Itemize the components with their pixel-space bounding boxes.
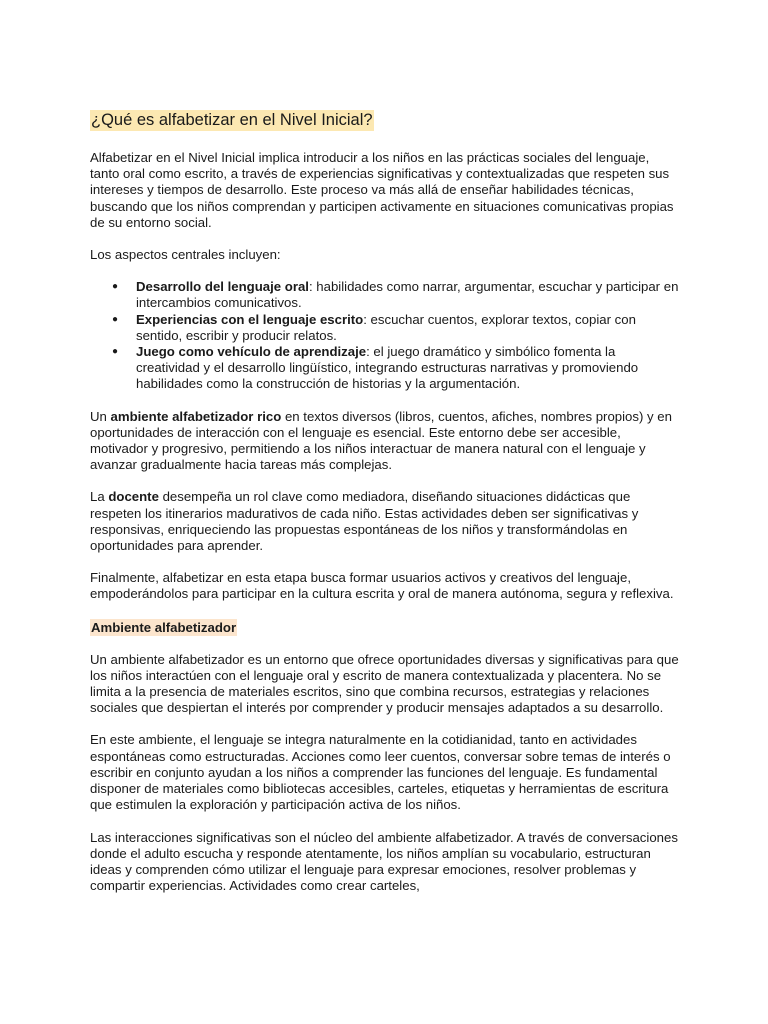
ambiente-paragraph: Un ambiente alfabetizador rico en textos diversos (libros, cuentos, afiches, nombres propios) y en oportunidades de interacción con el lenguaje es esencial. Este entorno debe ser accesible, motivador y progresivo, permitiendo a los niños interactuar de manera natural con el lenguaje y avanzar gradualmente hacia tareas más complejas. <box>90 408 672 473</box>
docente-paragraph: La docente desempeña un rol clave como mediadora, diseñando situaciones didácticas que respeten los itinerarios madurativos de cada niño. Estas actividades deben ser significativas y responsivas, enriqueciendo las propuestas espontáneas de los niños y transformándolas en oportunidades para aprender. <box>90 489 639 554</box>
list-item: ● Experiencias con el lenguaje escrito: escuchar cuentos, explorar textos, copiar con sentido, escribir y producir relatos. <box>112 311 636 343</box>
section2-paragraph-1: Un ambiente alfabetizador es un entorno que ofrece oportunidades diversas y significativas para que los niños interactúen con el lenguaje oral y escrito de manera contextualizada y placentera. No se limita a la presencia de materiales escritos, sino que combina recursos, estrategias y relaciones sociales que despiertan el interés por comprender y producir mensajes adaptados a su desarrollo. <box>90 651 679 716</box>
list-item: ● Desarrollo del lenguaje oral: habilidades como narrar, argumentar, escuchar y participar en intercambios comunicativos. <box>112 279 679 311</box>
section2-paragraph-3: Las interacciones significativas son el núcleo del ambiente alfabetizador. A través de conversaciones donde el adulto escucha y responde atentamente, los niños amplían su vocabulario, estructuran ideas y comprenden cómo utilizar el lenguaje para expresar emociones, resolver problemas y compartir experiencias. Actividades como crear carteles, <box>90 829 678 894</box>
bullet-icon: ● <box>112 313 119 325</box>
page-title: ¿Qué es alfabetizar en el Nivel Inicial? <box>91 111 373 129</box>
intro-paragraph: Alfabetizar en el Nivel Inicial implica introducir a los niños en las prácticas sociales del lenguaje, tanto oral como escrito, a través de experiencias significativas y contextualizadas que respeten sus intereses y tiempos de desarrollo. Este proceso va más allá de enseñar habilidades técnicas, buscando que los niños comprendan y participen activamente en situaciones comunicativas propias de su entorno social. <box>90 150 674 230</box>
section2-paragraph-2: En este ambiente, el lenguaje se integra naturalmente en la cotidianidad, tanto en actividades espontáneas como estructuradas. Acciones como leer cuentos, conversar sobre temas de interés o escribir en conjunto ayudan a los niños a comprender las funciones del lenguaje. Es fundamental disponer de materiales como bibliotecas accesibles, carteles, etiquetas y herramientas de escritura que estimulen la exploración y participación activa de los niños. <box>90 732 671 813</box>
list-item: ● Juego como vehículo de aprendizaje: el juego dramático y simbólico fomenta la creatividad y el desarrollo lingüístico, integrando estructuras narrativas y promoviendo habilidades como la construcción de historias y la argumentación. <box>112 344 639 392</box>
aspects-intro: Los aspectos centrales incluyen: <box>90 247 281 263</box>
section-heading: Ambiente alfabetizador <box>91 619 237 635</box>
bullet-icon: ● <box>112 281 119 293</box>
final-paragraph: Finalmente, alfabetizar en esta etapa busca formar usuarios activos y creativos del lenguaje, empoderándolos para participar en la cultura escrita y oral de manera autónoma, segura y reflexiva. <box>90 570 674 602</box>
bullet-icon: ● <box>112 346 119 358</box>
aspects-list <box>90 279 680 392</box>
